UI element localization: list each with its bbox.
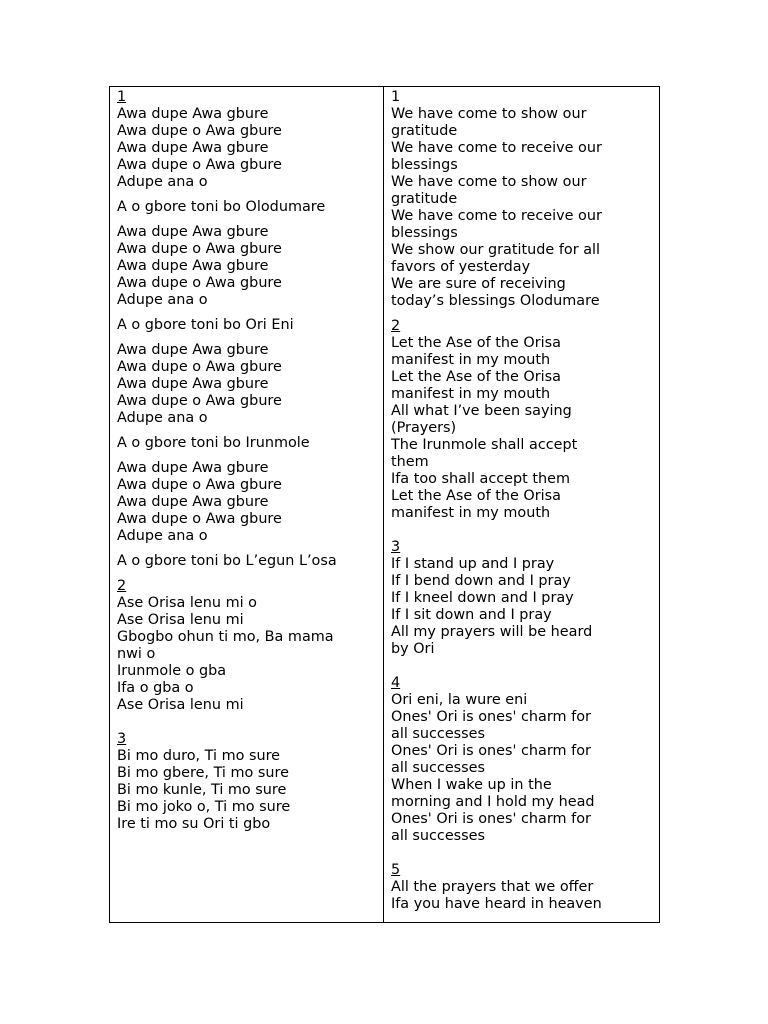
verse-number: 3 [391,539,401,555]
lyric-line: Bi mo joko o, Ti mo sure [117,799,291,815]
lyric-line: gratitude [391,191,458,207]
lyric-line: all successes [391,760,486,776]
paragraph-spacer [117,216,383,224]
lyric-line: Awa dupe Awa gbure [117,140,269,156]
lyric-line: all successes [391,828,486,844]
blank-line [391,522,659,539]
lyric-line: Adupe ana o [117,174,208,190]
lyric-line: We show our gratitude for all [391,242,601,258]
lyric-line: Ase Orisa lenu mi [117,697,244,713]
lyric-line: Awa dupe Awa gbure [117,342,269,358]
lyric-line: Ifa too shall accept them [391,471,571,487]
lyric-line: them [391,454,429,470]
lyric-line: blessings [391,225,458,241]
lyric-line: Ones' Ori is ones' charm for [391,709,591,725]
lyric-line: Awa dupe o Awa gbure [117,359,282,375]
lyric-line: Let the Ase of the Orisa [391,488,561,504]
lyric-line: nwi o [117,646,156,662]
lyric-line: manifest in my mouth [391,352,551,368]
verse-number: 1 [117,89,127,105]
lyric-line: Awa dupe o Awa gbure [117,123,282,139]
lyric-line: If I kneel down and I pray [391,590,574,606]
lyric-line: A o gbore toni bo Olodumare [117,199,326,215]
verse-number: 5 [391,862,401,878]
lyric-line: If I stand up and I pray [391,556,555,572]
lyric-line: Awa dupe o Awa gbure [117,241,282,257]
lyric-line: We have come to receive our [391,208,602,224]
verse-number: 4 [391,675,401,691]
verse-number: 2 [391,318,401,334]
lyric-line: Awa dupe Awa gbure [117,258,269,274]
lyric-line: Awa dupe o Awa gbure [117,477,282,493]
lyric-line: (Prayers) [391,420,457,436]
paragraph-spacer [117,191,383,199]
lyric-line: Ones' Ori is ones' charm for [391,811,591,827]
blank-line [391,845,659,862]
lyric-line: Bi mo duro, Ti mo sure [117,748,281,764]
lyric-line: Bi mo kunle, Ti mo sure [117,782,287,798]
lyric-line: Ori eni, la wure eni [391,692,528,708]
lyric-line: Ifa you have heard in heaven [391,896,602,912]
lyric-line: gratitude [391,123,458,139]
lyric-line: When I wake up in the [391,777,552,793]
lyric-line: Awa dupe o Awa gbure [117,511,282,527]
lyric-line: Awa dupe Awa gbure [117,106,269,122]
lyric-line: If I bend down and I pray [391,573,571,589]
lyric-line: Awa dupe o Awa gbure [117,275,282,291]
paragraph-spacer [117,452,383,460]
lyric-line: The Irunmole shall accept [391,437,578,453]
lyric-line: Ase Orisa lenu mi o [117,595,257,611]
lyric-line: manifest in my mouth [391,386,551,402]
lyric-line: Let the Ase of the Orisa [391,369,561,385]
lyric-line: morning and I hold my head [391,794,595,810]
lyric-line: Awa dupe o Awa gbure [117,393,282,409]
lyric-line: We are sure of receiving [391,276,566,292]
lyric-line: favors of yesterday [391,259,531,275]
lyric-line: All what I’ve been saying [391,403,572,419]
lyric-line: Ase Orisa lenu mi [117,612,244,628]
lyric-line: 1 [391,89,401,105]
paragraph-spacer [117,427,383,435]
lyric-line: by Ori [391,641,435,657]
lyric-line: Adupe ana o [117,292,208,308]
lyric-line: Ones' Ori is ones' charm for [391,743,591,759]
blank-line [117,714,383,731]
paragraph-spacer [391,310,659,318]
lyric-line: Awa dupe Awa gbure [117,224,269,240]
lyric-line: Ire ti mo su Ori ti gbo [117,816,271,832]
lyric-line: Adupe ana o [117,528,208,544]
lyric-line: Awa dupe Awa gbure [117,376,269,392]
english-column [384,87,659,922]
paragraph-spacer [117,309,383,317]
paragraph-spacer [117,334,383,342]
lyric-line: blessings [391,157,458,173]
lyrics-table [109,86,660,923]
lyric-line: We have come to show our [391,106,587,122]
paragraph-spacer [117,545,383,553]
lyric-line: all successes [391,726,486,742]
lyric-line: Bi mo gbere, Ti mo sure [117,765,289,781]
lyric-line: If I sit down and I pray [391,607,552,623]
lyric-line: We have come to show our [391,174,587,190]
verse-number: 3 [117,731,127,747]
yoruba-column [110,87,384,922]
lyric-line: All the prayers that we offer [391,879,594,895]
lyric-line: Adupe ana o [117,410,208,426]
verse-number: 2 [117,578,127,594]
blank-line [391,658,659,675]
lyric-line: Awa dupe Awa gbure [117,494,269,510]
lyric-line: Irunmole o gba [117,663,227,679]
lyric-line: Let the Ase of the Orisa [391,335,561,351]
lyric-line: manifest in my mouth [391,505,551,521]
lyric-line: A o gbore toni bo Irunmole [117,435,310,451]
lyric-line: Awa dupe Awa gbure [117,460,269,476]
lyric-line: Awa dupe o Awa gbure [117,157,282,173]
lyric-line: A o gbore toni bo Ori Eni [117,317,294,333]
lyric-line: Gbogbo ohun ti mo, Ba mama [117,629,334,645]
lyric-line: A o gbore toni bo L’egun L’osa [117,553,337,569]
lyric-line: All my prayers will be heard [391,624,593,640]
paragraph-spacer [117,570,383,578]
lyric-line: Ifa o gba o [117,680,194,696]
lyric-line: today’s blessings Olodumare [391,293,600,309]
lyric-line: We have come to receive our [391,140,602,156]
